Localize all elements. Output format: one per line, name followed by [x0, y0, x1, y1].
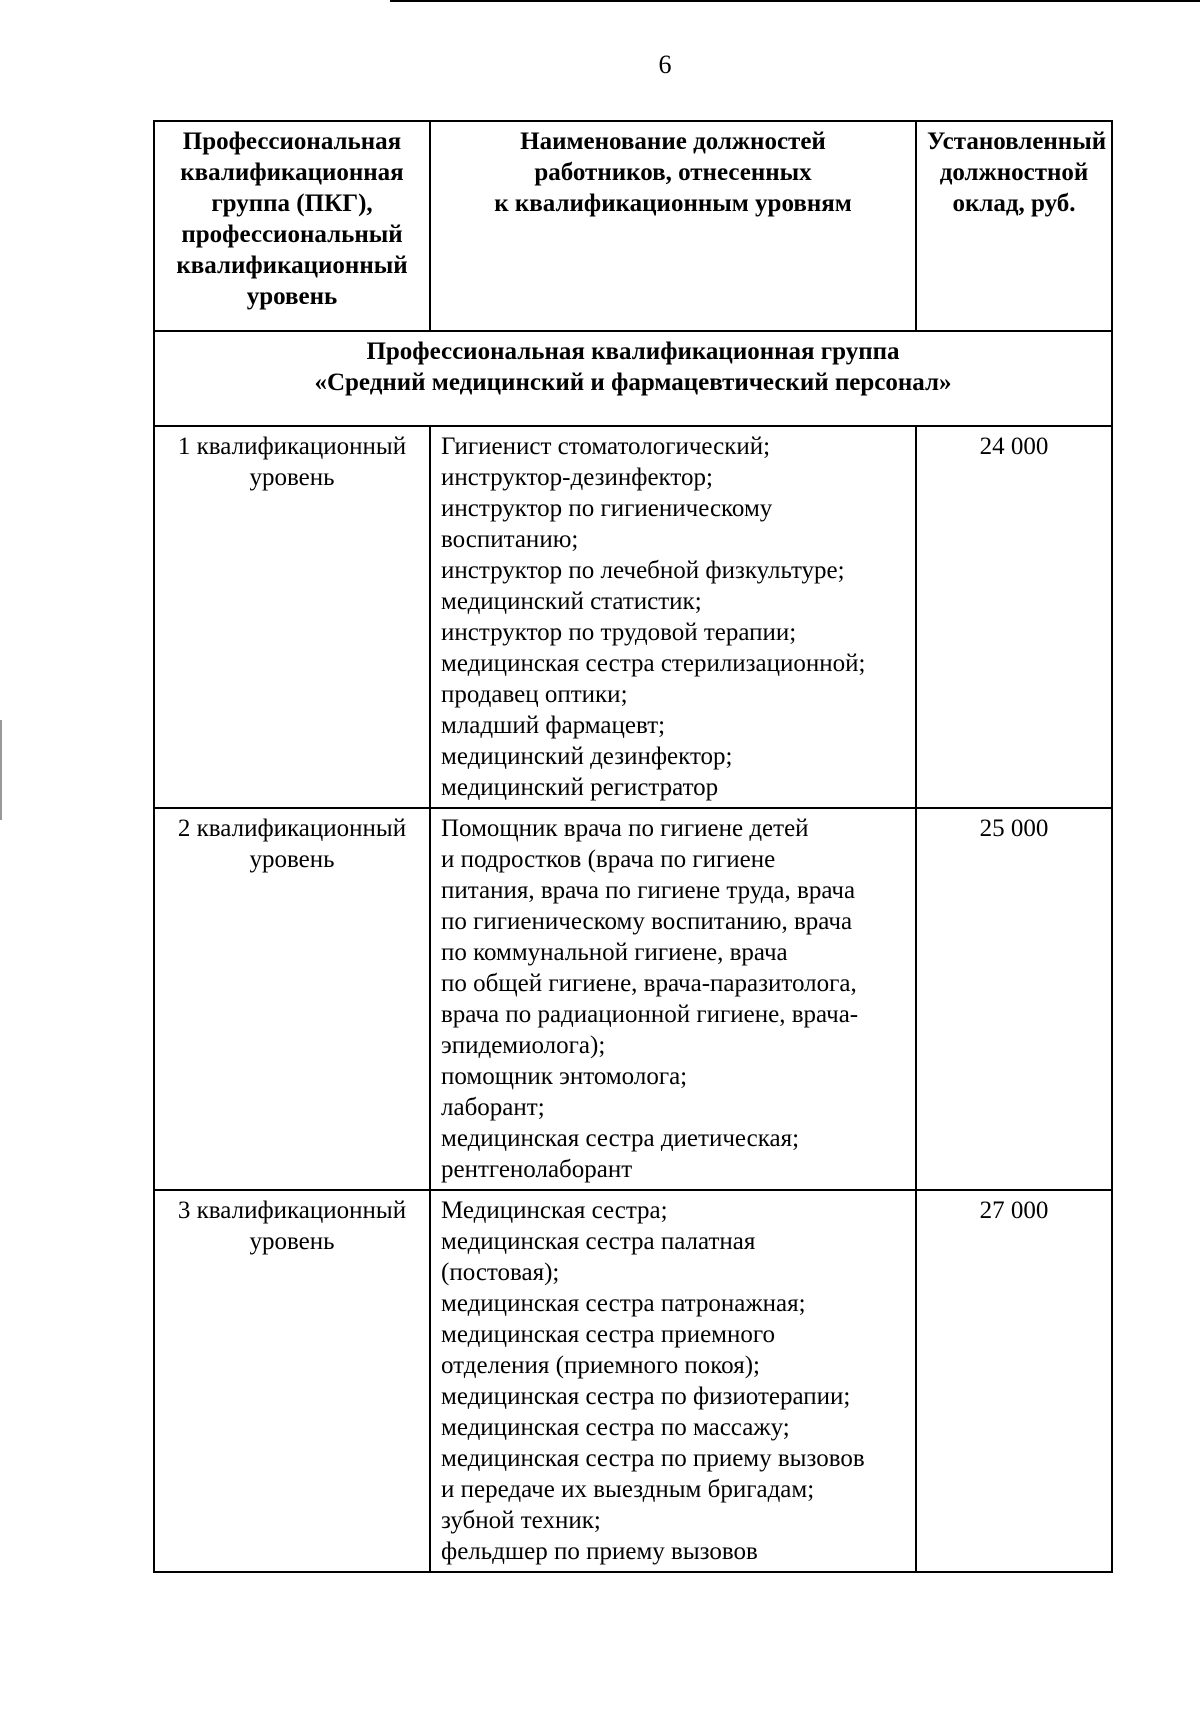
header-text-line: к квалификационным уровням: [494, 190, 852, 217]
position-line: медицинская сестра стерилизационной;: [441, 650, 866, 677]
position-line: по гигиеническому воспитанию, врача: [441, 908, 853, 935]
table-row: [154, 1190, 1112, 1572]
position-line: Помощник врача по гигиене детей: [441, 815, 809, 842]
salary-cell: 27 000: [916, 1190, 1112, 1572]
position-line: зубной техник;: [441, 1507, 601, 1534]
level-line: 3 квалификационный: [177, 1197, 407, 1224]
header-group-level: [154, 121, 430, 331]
position-line: медицинский дезинфектор;: [441, 743, 733, 770]
table-header-row: [154, 121, 1112, 331]
header-text-line: квалификационная: [180, 159, 404, 186]
level-cell: [154, 426, 430, 808]
position-line: инструктор по трудовой терапии;: [441, 619, 797, 646]
group-title: [154, 331, 1112, 426]
header-text-line: Установленный: [927, 128, 1107, 155]
positions-cell: [430, 808, 916, 1190]
header-text-line: профессиональный: [181, 221, 403, 248]
group-title-line: Профессиональная квалификационная группа: [366, 338, 900, 365]
header-text-line: Профессиональная: [182, 128, 402, 155]
header-text-line: оклад, руб.: [952, 190, 1076, 217]
table-row: [154, 808, 1112, 1190]
position-line: медицинская сестра патронажная;: [441, 1290, 806, 1317]
position-line: медицинская сестра по физиотерапии;: [441, 1383, 851, 1410]
page-number: 6: [658, 50, 672, 79]
position-line: (постовая);: [441, 1259, 560, 1286]
positions-cell: [430, 1190, 916, 1572]
position-line: инструктор по лечебной физкультуре;: [441, 557, 845, 584]
position-line: инструктор по гигиеническому: [441, 495, 773, 522]
salary-cell: 24 000: [916, 426, 1112, 808]
header-text-line: квалификационный: [176, 252, 408, 279]
position-line: отделения (приемного покоя);: [441, 1352, 760, 1379]
level-line: 1 квалификационный: [177, 433, 407, 460]
position-line: воспитанию;: [441, 526, 579, 553]
position-line: Медицинская сестра;: [441, 1197, 668, 1224]
top-edge-rule: [390, 0, 1200, 2]
position-line: медицинская сестра по массажу;: [441, 1414, 790, 1441]
position-line: и подростков (врача по гигиене: [441, 846, 776, 873]
position-line: по коммунальной гигиене, врача: [441, 939, 788, 966]
positions-cell: [430, 426, 916, 808]
header-text-line: работников, отнесенных: [534, 159, 812, 186]
position-line: лаборант;: [441, 1094, 545, 1121]
position-line: рентгенолаборант: [441, 1156, 633, 1183]
header-text-line: Наименование должностей: [520, 128, 826, 155]
position-line: эпидемиолога);: [441, 1032, 606, 1059]
position-line: медицинская сестра палатная: [441, 1228, 756, 1255]
table-row: [154, 426, 1112, 808]
header-salary: [916, 121, 1112, 331]
position-line: медицинская сестра приемного: [441, 1321, 776, 1348]
position-line: медицинский статистик;: [441, 588, 702, 615]
level-line: 2 квалификационный: [177, 815, 407, 842]
position-line: Гигиенист стоматологический;: [441, 433, 771, 460]
header-positions: [430, 121, 916, 331]
position-line: медицинский регистратор: [441, 774, 719, 801]
position-line: помощник энтомолога;: [441, 1063, 688, 1090]
header-text-line: группа (ПКГ),: [211, 190, 373, 217]
level-line: уровень: [249, 464, 335, 491]
header-text-line: уровень: [246, 283, 338, 310]
salary-table: [153, 120, 1113, 1573]
position-line: младший фармацевт;: [441, 712, 666, 739]
level-cell: [154, 808, 430, 1190]
level-line: уровень: [249, 1228, 335, 1255]
level-line: уровень: [249, 846, 335, 873]
position-line: врача по радиационной гигиене, врача-: [441, 1001, 859, 1028]
position-line: медицинская сестра по приему вызовов: [441, 1445, 865, 1472]
level-cell: [154, 1190, 430, 1572]
position-line: медицинская сестра диетическая;: [441, 1125, 800, 1152]
position-line: по общей гигиене, врача-паразитолога,: [441, 970, 857, 997]
group-title-line: «Средний медицинский и фармацевтический персонал»: [314, 369, 952, 396]
position-line: и передаче их выездным бригадам;: [441, 1476, 815, 1503]
header-text-line: должностной: [939, 159, 1089, 186]
position-line: питания, врача по гигиене труда, врача: [441, 877, 856, 904]
position-line: инструктор-дезинфектор;: [441, 464, 713, 491]
scan-edge-mark: [0, 720, 2, 820]
group-title-row: [154, 331, 1112, 426]
position-line: продавец оптики;: [441, 681, 628, 708]
position-line: фельдшер по приему вызовов: [441, 1538, 758, 1565]
salary-cell: 25 000: [916, 808, 1112, 1190]
